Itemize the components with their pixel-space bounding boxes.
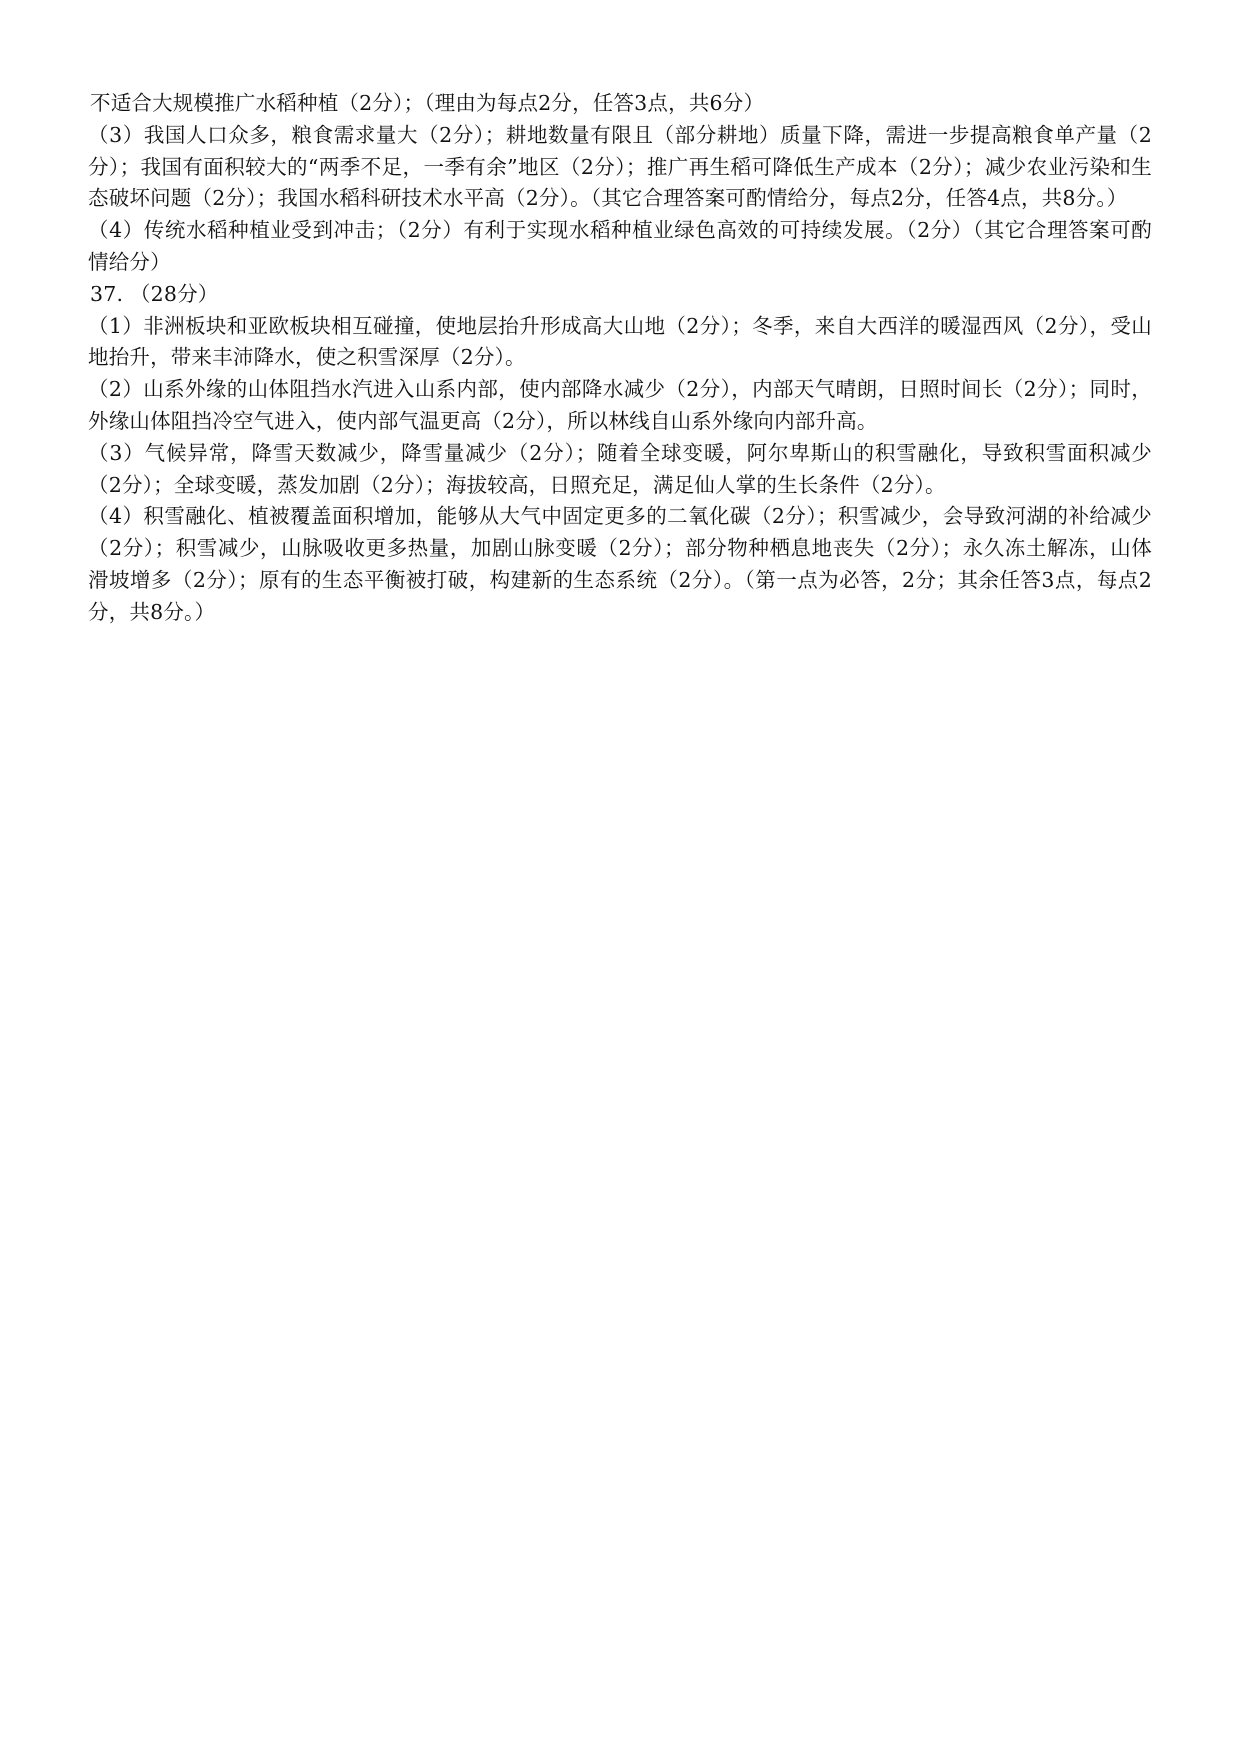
- answer-paragraph: （1）非洲板块和亚欧板块相互碰撞，使地层抬升形成高大山地（2分）；冬季，来自大西洋的暖湿西风（2分），受山地抬升，带来丰沛降水，使之积雪深厚（2分）。: [88, 313, 1152, 370]
- answer-paragraph: （2）山系外缘的山体阻挡水汽进入山系内部，使内部降水减少（2分），内部天气晴朗，日照时间长（2分）；同时，外缘山体阻挡冷空气进入，使内部气温更高（2分），所以林线自山系外缘向内部升高。: [88, 377, 1152, 433]
- answer-paragraph: （4）传统水稻种植业受到冲击；（2分）有利于实现水稻种植业绿色高效的可持续发展。（2分）（其它合理答案可酌情给分）: [88, 218, 1152, 274]
- answer-key-page: [90, 88, 1152, 629]
- question-heading: 37. （28分）: [90, 281, 219, 306]
- answer-paragraph: 不适合大规模推广水稻种植（2分）；（理由为每点2分，任答3点，共6分）: [90, 91, 765, 115]
- answer-paragraph: （3）气候异常，降雪天数减少，降雪量减少（2分）；随着全球变暖，阿尔卑斯山的积雪融化，导致积雪面积减少（2分）；全球变暖，蒸发加剧（2分）；海拔较高，日照充足，满足仙人掌的生长条件（2分）。: [88, 440, 1152, 497]
- answer-paragraph: （4）积雪融化、植被覆盖面积增加，能够从大气中固定更多的二氧化碳（2分）；积雪减少，会导致河湖的补给减少（2分）；积雪减少，山脉吸收更多热量，加剧山脉变暖（2分）；部分物种栖息地丧失（2分）；永久冻土解冻，山体滑坡增多（2分）；原有的生态平衡被打破，构建新的生态系统（2分）。（第一点为必答，2分；其余任答3点，每点2分，共8分。）: [88, 504, 1152, 624]
- answer-paragraph: （3）我国人口众多，粮食需求量大（2分）；耕地数量有限且（部分耕地）质量下降，需进一步提高粮食单产量（2分）；我国有面积较大的“两季不足，一季有余”地区（2分）；推广再生稻可降低生产成本（2分）；减少农业污染和生态破坏问题（2分）；我国水稻科研技术水平高（2分）。（其它合理答案可酌情给分，每点2分，任答4点，共8分。）: [88, 122, 1152, 211]
